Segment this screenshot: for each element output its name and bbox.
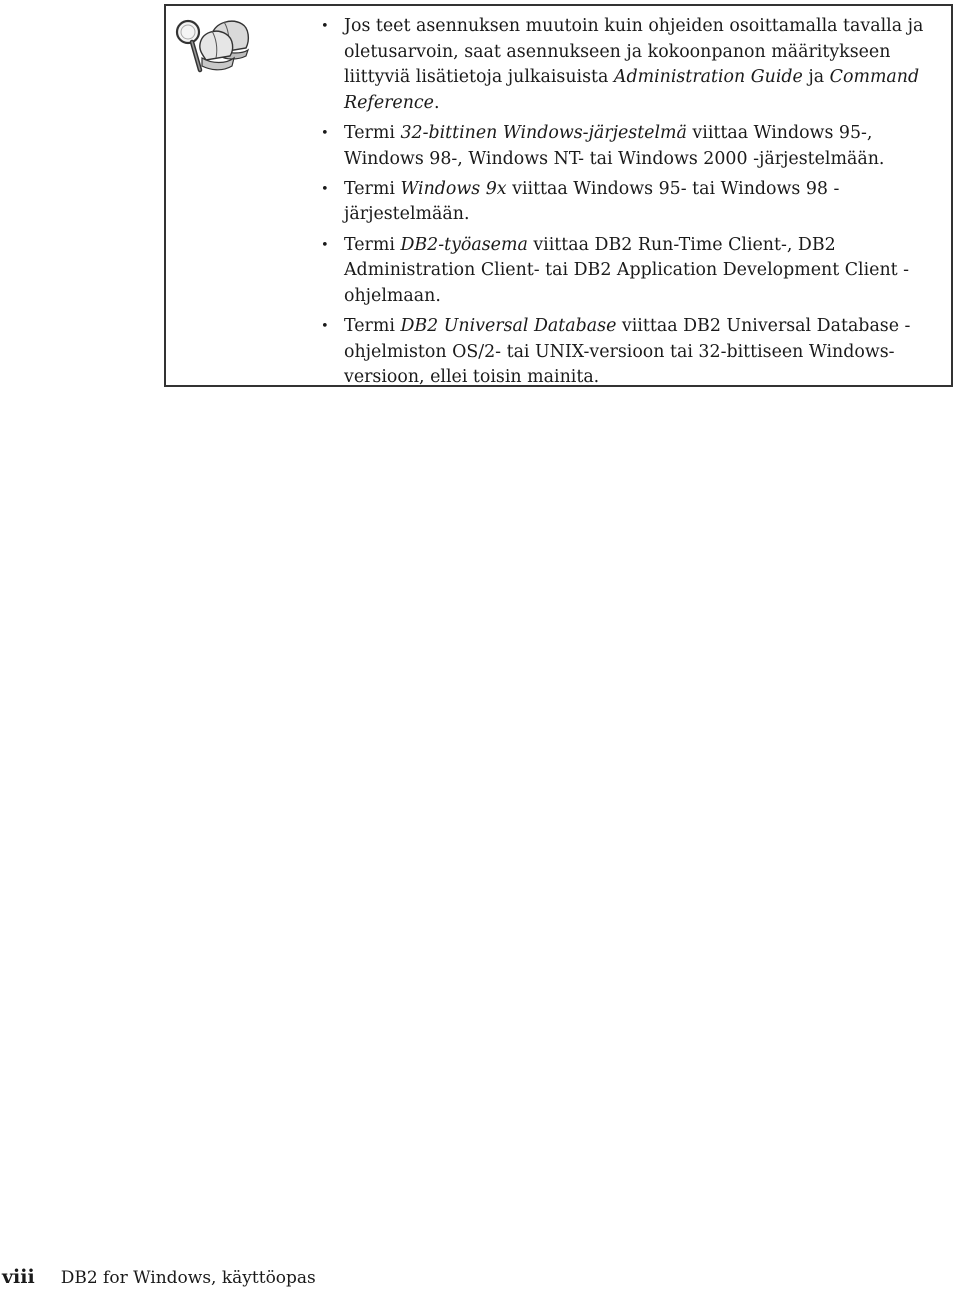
list-item: • Termi Windows 9x viittaa Windows 95- tai Windows 98 -järjestelmään.	[316, 177, 936, 228]
magnifier-and-caps-icon	[172, 14, 252, 76]
page-footer	[2, 1266, 316, 1288]
note-bullet-list	[316, 14, 936, 395]
list-item: • Termi DB2 Universal Database viittaa DB2 Universal Database -ohjelmiston OS/2- tai UNIX-versioon tai 32-bittiseen Windows-versioon, ellei toisin mainita.	[316, 314, 936, 391]
book-title: DB2 for Windows, käyttöopas	[60, 1268, 316, 1288]
note-box	[164, 4, 953, 387]
page-number: viii	[2, 1266, 35, 1288]
list-item: • Termi 32-bittinen Windows-järjestelmä viittaa Windows 95-, Windows 98-, Windows NT- tai Windows 2000 -järjestelmään.	[316, 121, 936, 172]
list-item: • Jos teet asennuksen muutoin kuin ohjeiden osoittamalla tavalla ja oletusarvoin, saat asennukseen ja kokoonpanon määritykseen liittyviä lisätietoja julkaisuista Administration Guide ja Command Reference.	[316, 14, 936, 116]
list-item: • Termi DB2-työasema viittaa DB2 Run-Time Client-, DB2 Administration Client- tai DB2 Application Development Client -ohjelmaan.	[316, 233, 936, 310]
